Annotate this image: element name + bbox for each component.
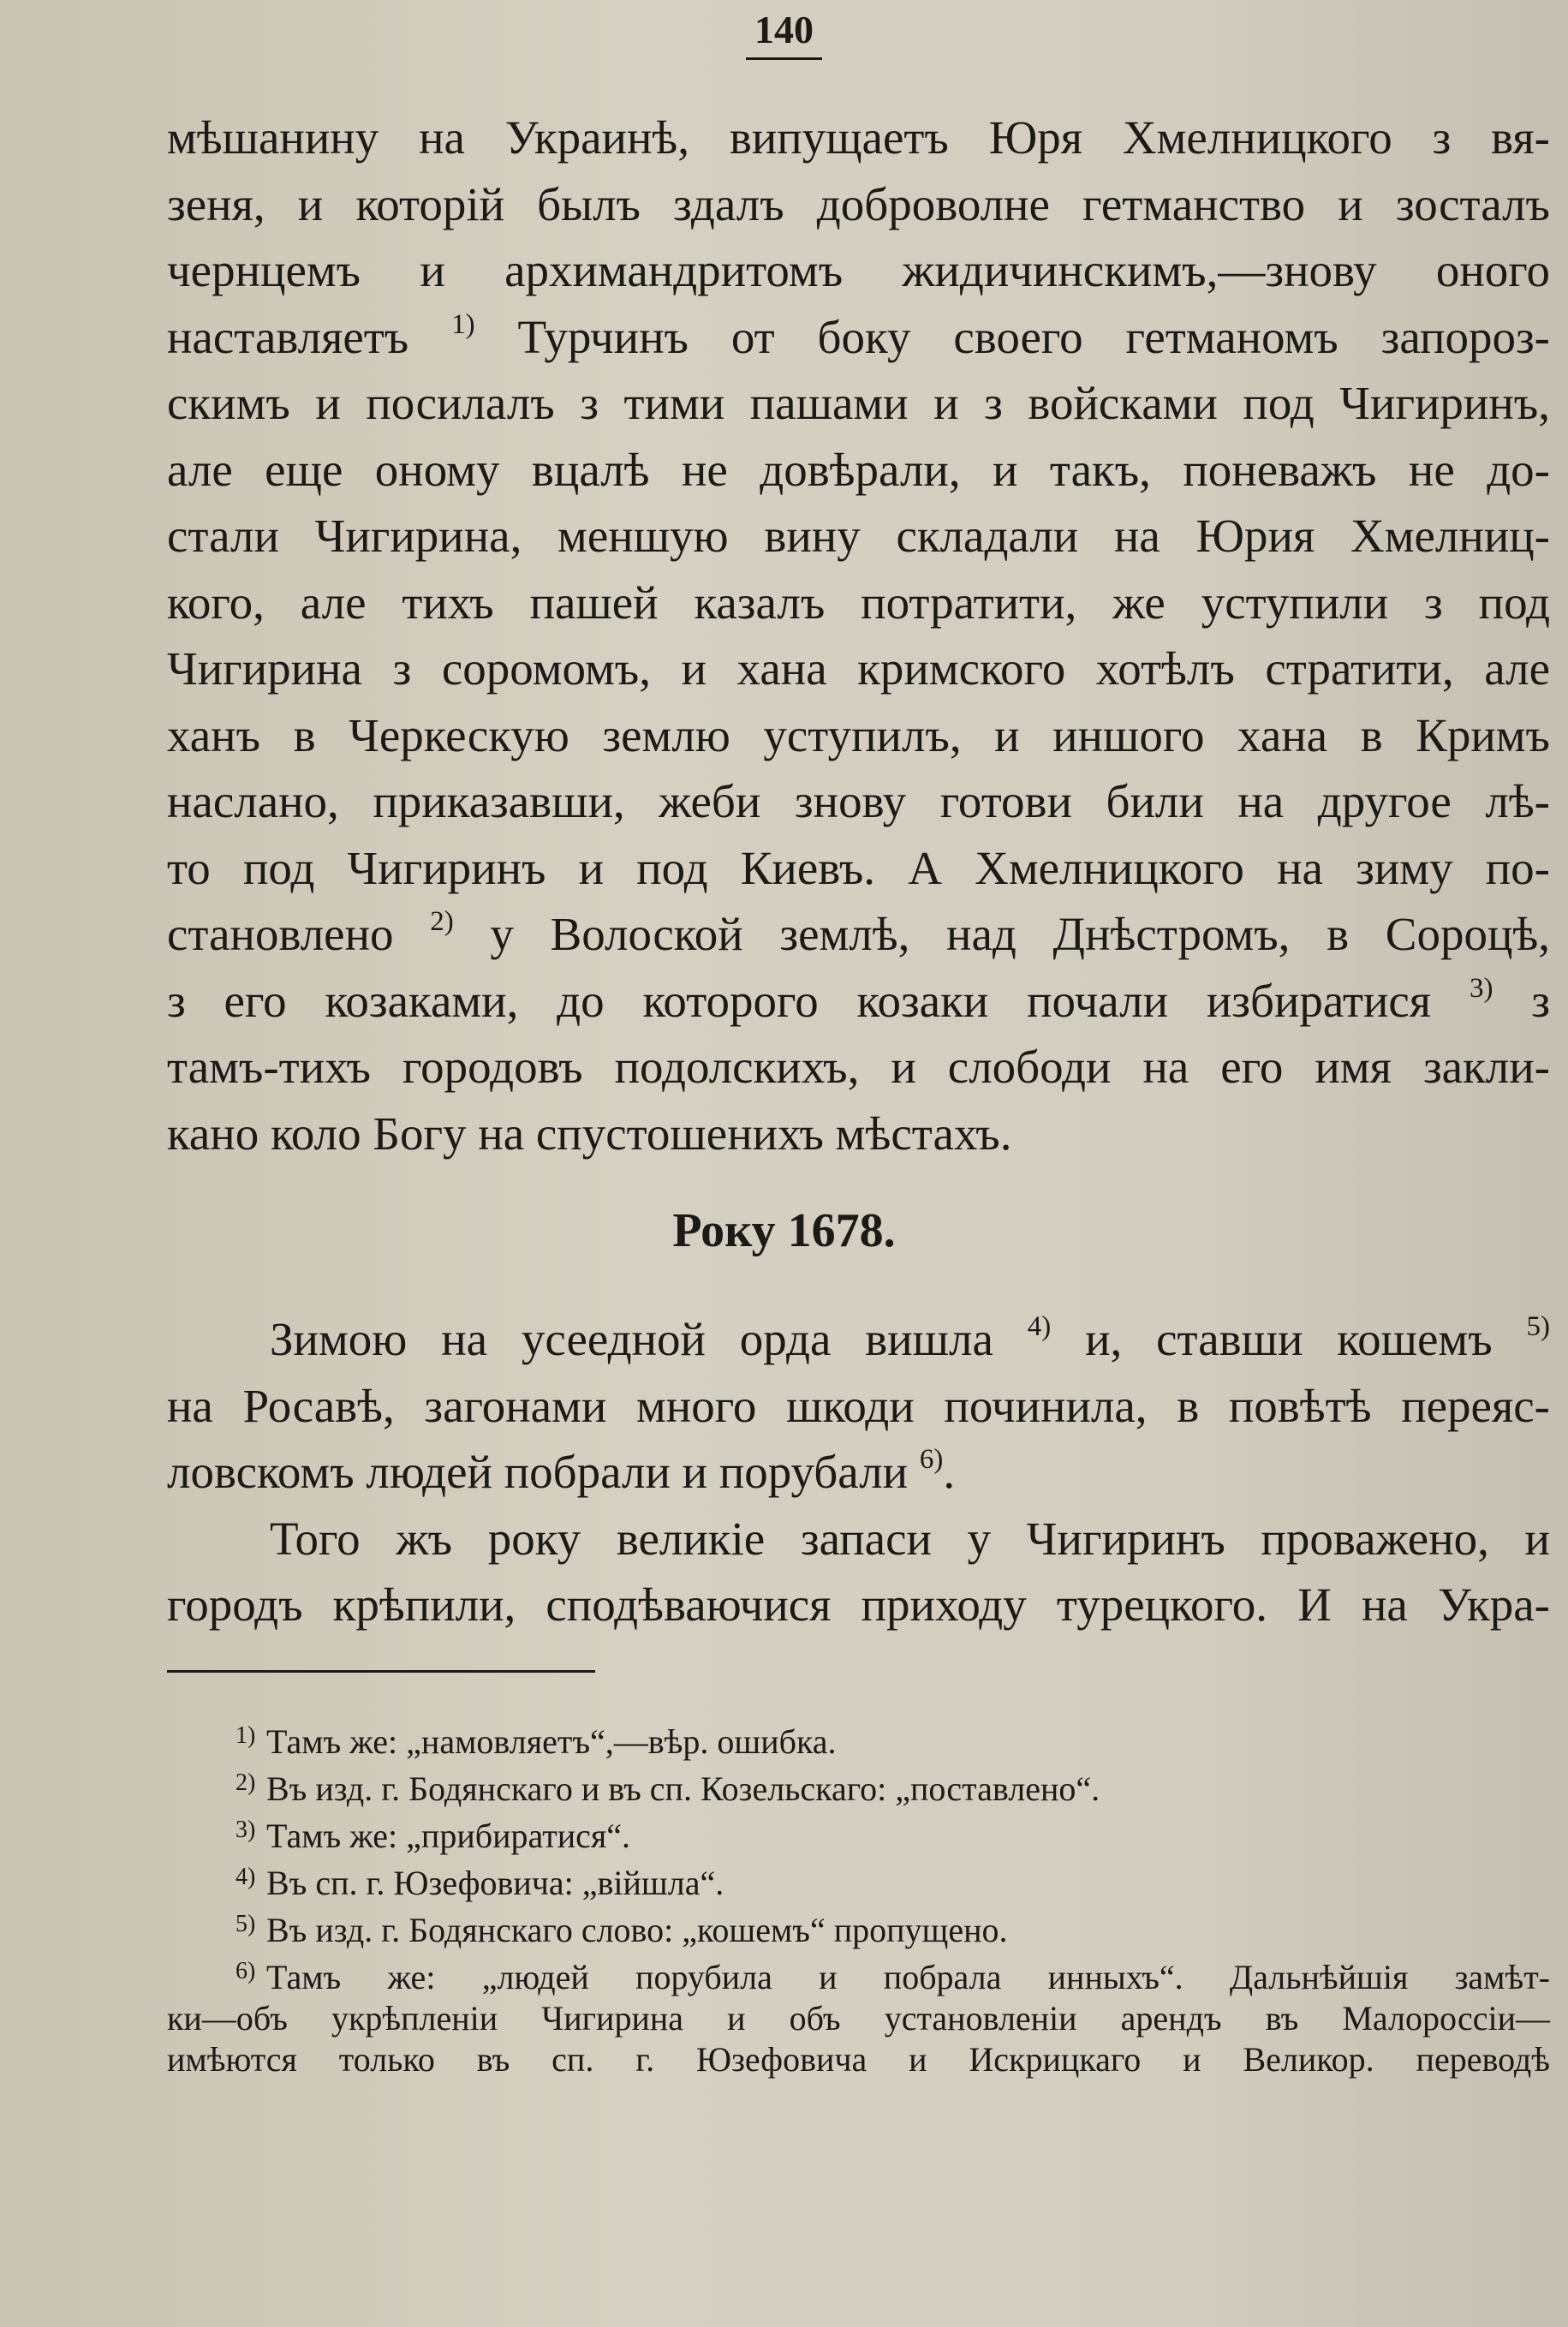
footnote-continuation: ки—объ укрѣпленіи Чигирина и объ установленіи арендъ въ Малороссіи— <box>167 1999 1550 2038</box>
paragraph-2 <box>167 1306 1550 1638</box>
text-line: тамъ-тихъ городовъ подолскихъ, и слободи на его имя закли- <box>167 1041 1550 1093</box>
footnotes <box>167 1715 1550 2080</box>
footnote: 4) Въ сп. г. Юзефовича: „війшла“. <box>235 1864 724 1902</box>
footnote-ref-5: 5) <box>1526 1310 1551 1342</box>
text-line: кого, але тихъ пашей казалъ потратити, же уступили з под <box>167 576 1550 629</box>
footnote-ref-2: 2) <box>430 905 454 937</box>
text-line: Зимою на усеедной орда вишла $^{4)}$ и, ставши кошемъ $^{5)}$ <box>270 1310 1551 1365</box>
text-line: з его козаками, до которого козаки почали избиратися $^{3)}$ з <box>167 972 1551 1027</box>
page-number: 140 <box>0 7 1568 60</box>
text-line: Того жъ року великіе запаси у Чигиринъ проважено, и <box>270 1512 1550 1565</box>
paragraph-1 <box>167 104 1550 1166</box>
footnote-ref-6: 6) <box>919 1443 944 1475</box>
text-line: ханъ в Черкескую землю уступилъ, и иншого хана в Кримъ <box>167 708 1550 761</box>
text-line: Чигирина з соромомъ, и хана кримского хотѣлъ стратити, але <box>167 642 1550 695</box>
text-line: мѣшанину на Украинѣ, випущаетъ Юря Хмелницкого з вя- <box>167 111 1550 164</box>
text-line: чернцемъ и архимандритомъ жидичинскимъ,—знову оного <box>167 244 1550 296</box>
footnote-ref-1: 1) <box>451 308 475 340</box>
text-line: але еще оному вцалѣ не довѣрали, и такъ, поневажъ не до- <box>167 443 1550 496</box>
text-line: то под Чигиринъ и под Киевъ. А Хмелницкого на зиму по- <box>167 841 1550 894</box>
text-line: наставляетъ $^{1)}$ Турчинъ от боку своего гетманомъ запороз- <box>167 308 1550 363</box>
text-line: стали Чигирина, меншую вину складали на Юрия Хмелниц- <box>167 510 1550 562</box>
section-heading: Року 1678. <box>672 1204 896 1257</box>
footnote: 5) Въ изд. г. Бодянскаго слово: „кошемъ“ пропущено. <box>235 1911 1008 1949</box>
footnote-ref-3: 3) <box>1469 972 1493 1004</box>
text-line: наслано, приказавши, жеби знову готови били на другое лѣ- <box>167 775 1550 827</box>
text-line: становлено $^{2)}$ у Волоской землѣ, над Днѣстромъ, в Сороцѣ, <box>167 905 1551 960</box>
footnote: 2) Въ изд. г. Бодянскаго и въ сп. Козельскаго: „поставлено“. <box>235 1769 1100 1808</box>
text-line: скимъ и посилалъ з тими пашами и з войсками под Чигиринъ, <box>167 377 1550 429</box>
text-line: городъ крѣпили, сподѣваючися приходу турецкого. И на Укра- <box>167 1578 1550 1631</box>
text-line: кано коло Богу на спустошенихъ мѣстахъ. <box>167 1107 1012 1160</box>
text-line: зеня, и которій былъ здалъ доброволне гетманство и зосталъ <box>167 177 1550 230</box>
footnote-ref-4: 4) <box>1027 1310 1052 1342</box>
text-line: на Росавѣ, загонами много шкоди починила, в повѣтѣ переяс- <box>167 1379 1550 1432</box>
footnote: 3) Тамъ же: „прибиратися“. <box>235 1817 630 1855</box>
text-line: ловскомъ людей побрали и порубали $^{6)}$. <box>167 1443 956 1498</box>
footnote-continuation: имѣются только въ сп. г. Юзефовича и Искрицкаго и Великор. переводѣ <box>167 2040 1550 2079</box>
footnote: 6) Тамъ же: „людей порубила и побрала инныхъ“. Дальнѣйшія замѣт- <box>235 1958 1550 1996</box>
footnote-divider <box>167 1670 595 1673</box>
footnote: 1) Тамъ же: „намовляетъ“,—вѣр. ошибка. <box>235 1722 837 1761</box>
